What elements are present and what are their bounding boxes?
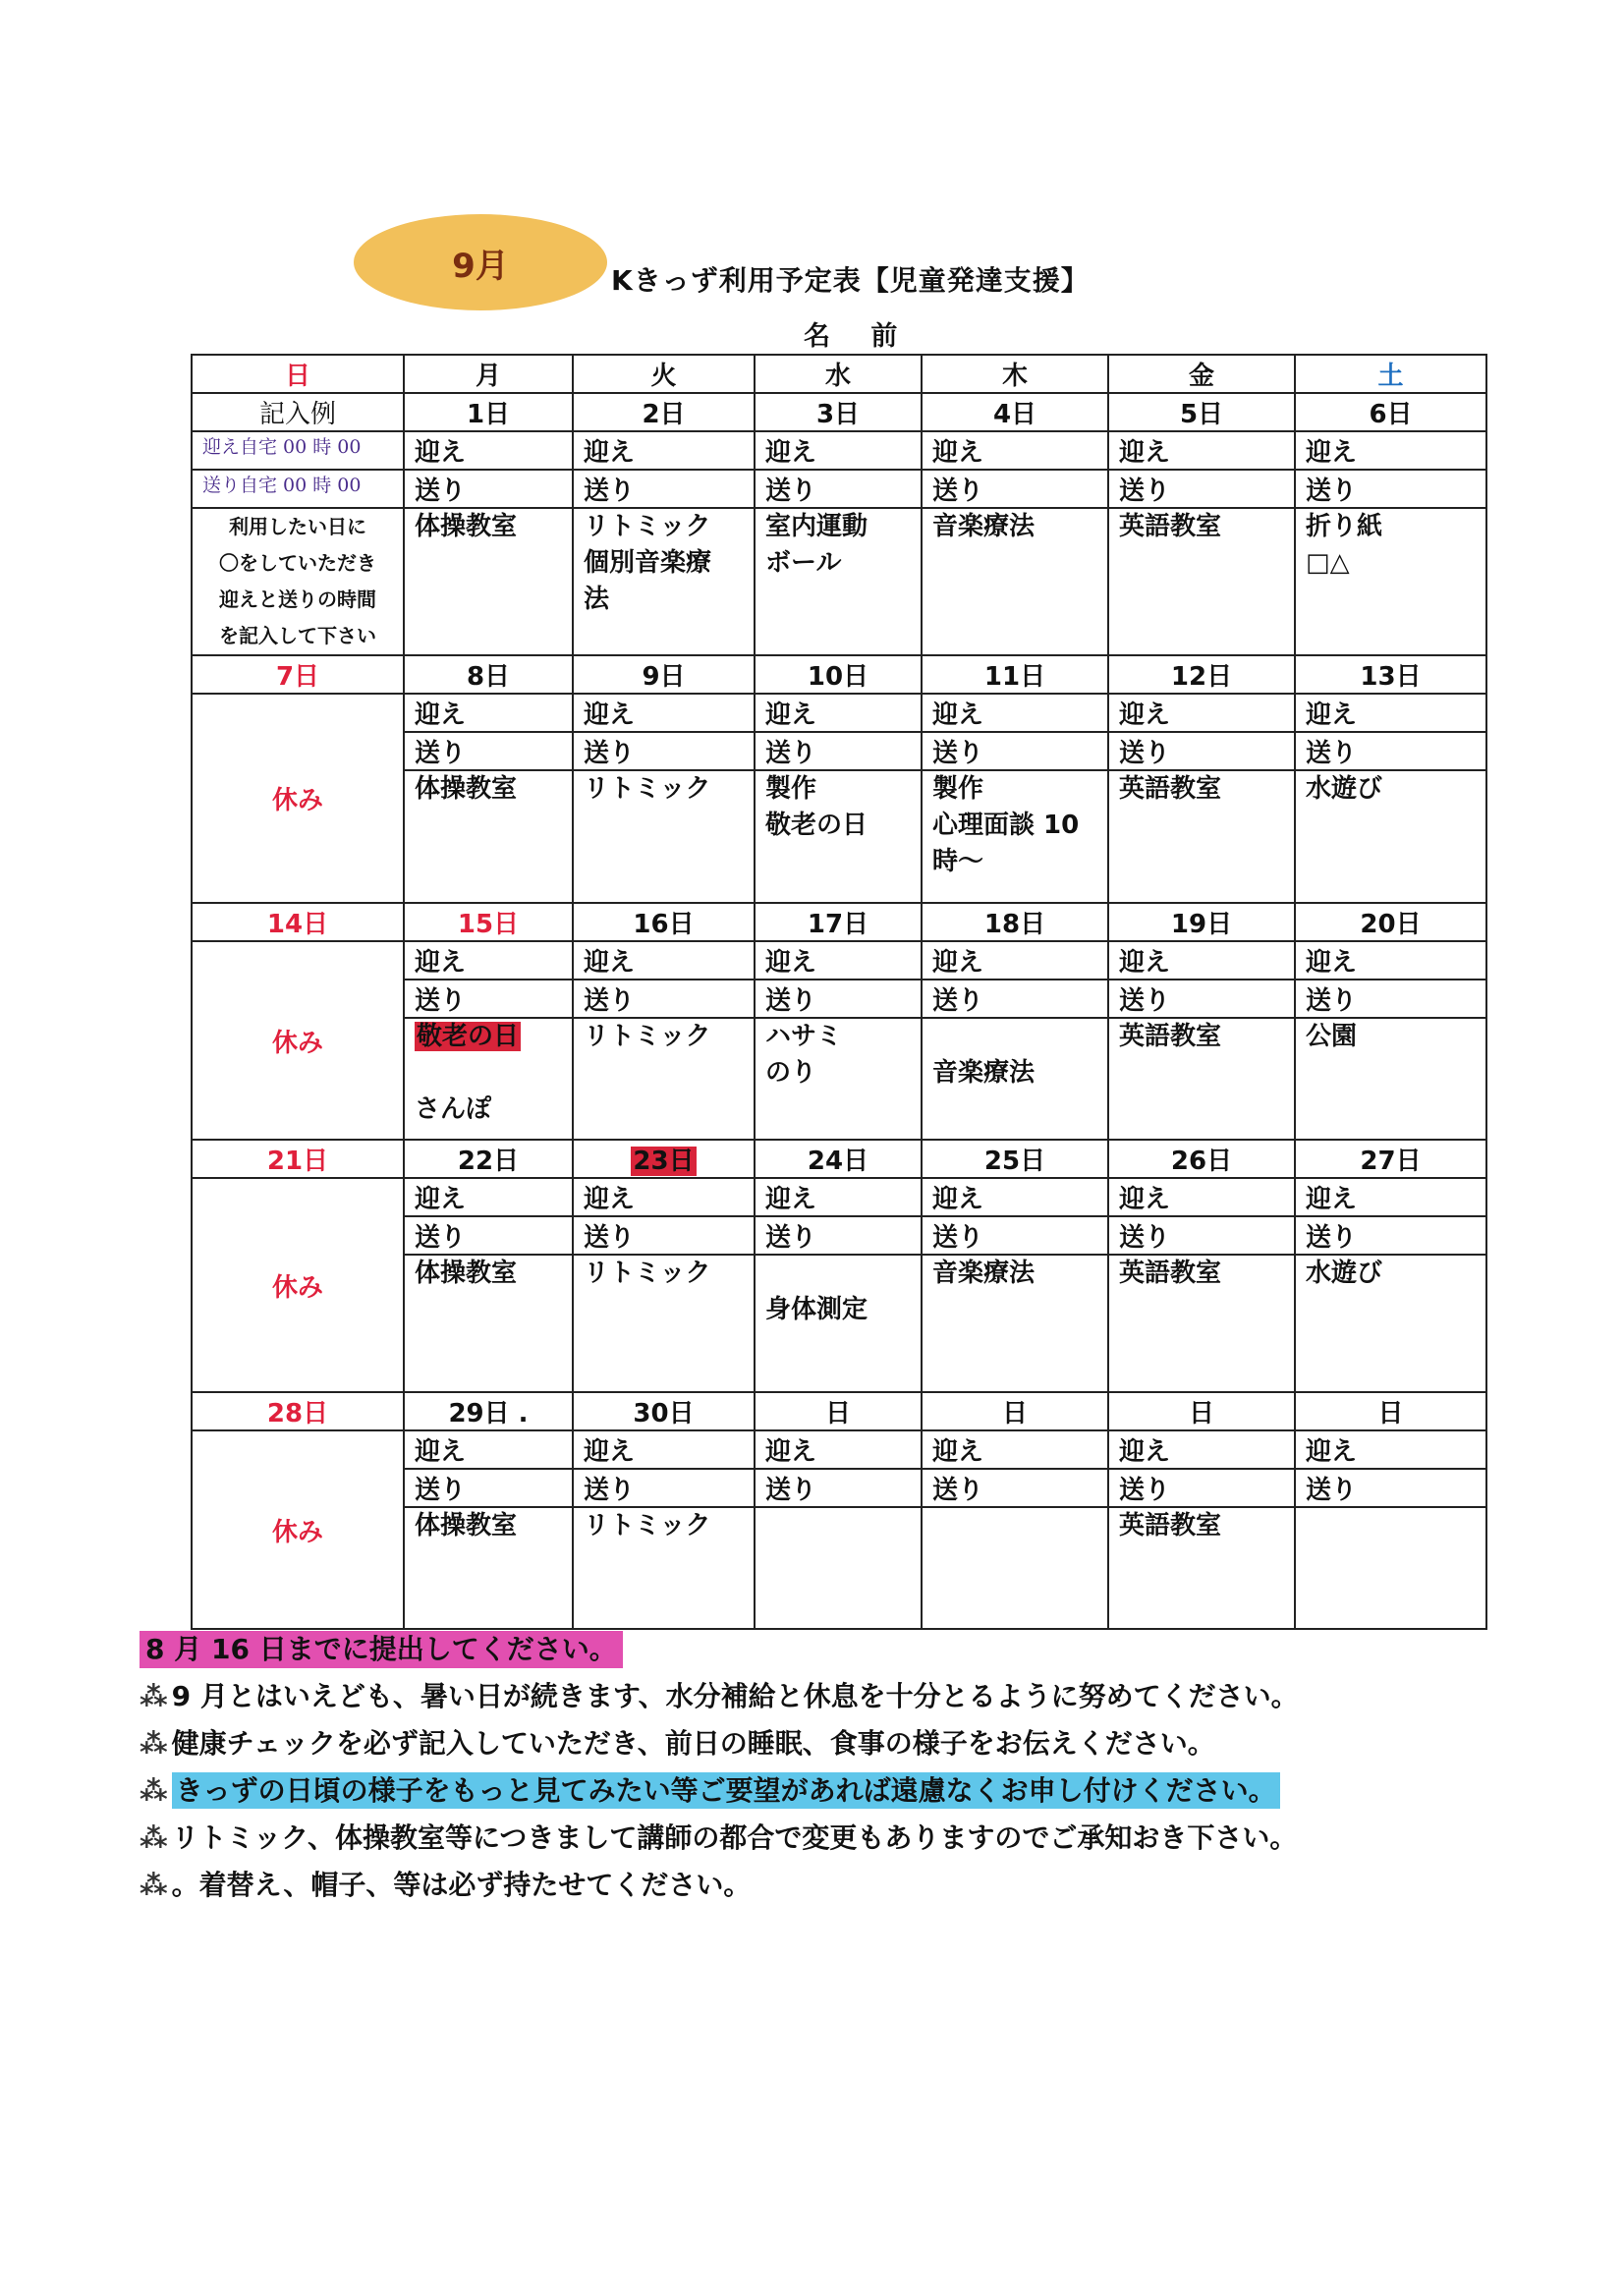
activity-line: 英語教室	[1119, 774, 1222, 804]
day-date: 13日	[1295, 655, 1486, 694]
notes-section	[140, 1626, 1554, 1909]
day-date: 10日	[755, 655, 922, 694]
pickup-row	[192, 431, 1486, 470]
activity-cell	[573, 1255, 755, 1392]
activity-line: 室内運動	[765, 512, 868, 541]
weekday-friday: 金	[1108, 355, 1295, 393]
activity-cell	[573, 1018, 755, 1140]
activity-line: リトミック	[584, 774, 711, 804]
pickup-field: 迎え	[755, 1178, 922, 1216]
day-date: 4日	[922, 393, 1108, 431]
instruction-line: を記入して下さい	[219, 624, 376, 647]
note-text: リトミック、体操教室等につきまして講師の都合で変更もありますのでご承知おき下さい。	[171, 1821, 1298, 1854]
pickup-row	[192, 1430, 1486, 1469]
activity-row	[192, 508, 1486, 655]
pickup-row	[192, 1178, 1486, 1216]
activity-line: 英語教室	[1119, 1022, 1222, 1051]
pickup-field: 迎え	[1108, 1178, 1295, 1216]
dropoff-field: 送り	[755, 980, 922, 1018]
day-date: 日	[922, 1392, 1108, 1430]
activity-cell	[1108, 770, 1295, 903]
activity-line: さんぽ	[415, 1094, 492, 1124]
asterism-icon: ⁂	[140, 1869, 168, 1901]
day-date: 日	[755, 1392, 922, 1430]
activity-cell	[404, 1018, 573, 1140]
activity-line	[765, 1256, 911, 1292]
activity-line: 体操教室	[415, 1259, 518, 1288]
pickup-field: 迎え	[573, 1430, 755, 1469]
name-label: 名 前	[804, 321, 914, 352]
instruction-line: 利用したい日に	[229, 515, 366, 538]
pickup-field: 迎え	[922, 1430, 1108, 1469]
activity-line: 個別音楽療	[584, 548, 712, 578]
dropoff-field: 送り	[404, 980, 573, 1018]
note-text-highlighted: きっずの日頃の様子をもっと見てみたい等ご要望があれば遠慮なくお申し付けください。	[172, 1772, 1280, 1809]
sunday-date: 7日	[192, 655, 404, 694]
sample-instruction	[192, 508, 404, 655]
sunday-date: 14日	[192, 903, 404, 941]
dropoff-field: 送り	[1295, 470, 1486, 508]
deadline-note	[140, 1626, 1554, 1673]
day-date: 22日	[404, 1140, 573, 1178]
activity-cell	[755, 770, 922, 903]
day-date: 17日	[755, 903, 922, 941]
activity-line: □△	[1306, 548, 1350, 578]
pickup-field: 迎え	[755, 431, 922, 470]
dropoff-field: 送り	[573, 732, 755, 770]
asterism-icon: ⁂	[140, 1774, 168, 1807]
day-date: 20日	[1295, 903, 1486, 941]
activity-line: 英語教室	[1119, 512, 1222, 541]
pickup-field: 迎え	[404, 431, 573, 470]
pickup-field: 迎え	[404, 941, 573, 980]
sunday-date: 28日	[192, 1392, 404, 1430]
activity-cell	[922, 508, 1108, 655]
weekday-header-row	[192, 355, 1486, 393]
activity-line: リトミック	[584, 1259, 711, 1288]
activity-line: リトミック	[584, 512, 711, 541]
page-title: Kきっず利用予定表【児童発達支援】	[611, 264, 1090, 297]
weekday-tuesday: 火	[573, 355, 755, 393]
activity-line: 製作	[932, 774, 984, 804]
date-row	[192, 393, 1486, 431]
schedule-table	[191, 354, 1487, 1630]
activity-line: 水遊び	[1306, 774, 1383, 804]
activity-line: 時～	[932, 847, 984, 876]
dropoff-field: 送り	[1108, 980, 1295, 1018]
pickup-field: 迎え	[755, 1430, 922, 1469]
pickup-row	[192, 694, 1486, 732]
activity-line: 英語教室	[1119, 1511, 1222, 1540]
note-item	[140, 1767, 1554, 1815]
activity-line: 法	[584, 585, 610, 614]
dropoff-field: 送り	[755, 732, 922, 770]
pickup-field: 迎え	[404, 1430, 573, 1469]
day-date: 日	[1295, 1392, 1486, 1430]
pickup-field: 迎え	[1295, 941, 1486, 980]
activity-cell	[922, 1507, 1108, 1629]
activity-cell	[1295, 1507, 1486, 1629]
activity-line: 音楽療法	[932, 1259, 1036, 1288]
activity-cell	[1295, 1255, 1486, 1392]
pickup-field: 迎え	[404, 1178, 573, 1216]
instruction-line: 迎えと送りの時間	[219, 588, 376, 611]
rest-cell: 休み	[192, 1430, 404, 1629]
activity-line: 敬老の日	[765, 811, 868, 840]
dropoff-field: 送り	[404, 470, 573, 508]
day-date: 2日	[573, 393, 755, 431]
day-date: 16日	[573, 903, 755, 941]
pickup-field: 迎え	[404, 694, 573, 732]
activity-line: ボール	[765, 548, 842, 578]
weekday-thursday: 木	[922, 355, 1108, 393]
pickup-field: 迎え	[1108, 941, 1295, 980]
day-date: 6日	[1295, 393, 1486, 431]
activity-cell	[755, 508, 922, 655]
day-date: 3日	[755, 393, 922, 431]
day-date: 24日	[755, 1140, 922, 1178]
activity-cell	[1108, 1255, 1295, 1392]
activity-line: リトミック	[584, 1511, 711, 1540]
asterism-icon: ⁂	[140, 1821, 168, 1854]
day-date: 29日 .	[404, 1392, 573, 1430]
asterism-icon: ⁂	[140, 1727, 168, 1760]
dropoff-field: 送り	[922, 470, 1108, 508]
activity-line: 音楽療法	[932, 512, 1036, 541]
activity-line: ハサミ	[765, 1022, 843, 1051]
dropoff-field: 送り	[1108, 1216, 1295, 1255]
day-date: 15日	[404, 903, 573, 941]
activity-line	[932, 1019, 1097, 1055]
day-date: 11日	[922, 655, 1108, 694]
day-date: 25日	[922, 1140, 1108, 1178]
activity-line: 心理面談 10	[932, 811, 1080, 840]
activity-cell	[404, 770, 573, 903]
holiday-activity-highlight: 敬老の日	[417, 1022, 520, 1051]
day-date: 12日	[1108, 655, 1295, 694]
day-date: 30日	[573, 1392, 755, 1430]
dropoff-field: 送り	[922, 1469, 1108, 1507]
pickup-field: 迎え	[1295, 694, 1486, 732]
pickup-field: 迎え	[922, 941, 1108, 980]
dropoff-field: 送り	[1108, 470, 1295, 508]
dropoff-field: 送り	[1108, 732, 1295, 770]
day-date: 9日	[573, 655, 755, 694]
pickup-field: 迎え	[1108, 694, 1295, 732]
dropoff-field: 送り	[404, 1469, 573, 1507]
dropoff-field: 送り	[1295, 980, 1486, 1018]
pickup-field: 迎え	[922, 431, 1108, 470]
pickup-field: 迎え	[922, 694, 1108, 732]
dropoff-row	[192, 470, 1486, 508]
pickup-field: 迎え	[573, 1178, 755, 1216]
dropoff-field: 送り	[1108, 1469, 1295, 1507]
day-date: 1日	[404, 393, 573, 431]
date-row	[192, 1392, 1486, 1430]
dropoff-field: 送り	[1295, 1216, 1486, 1255]
dropoff-field: 送り	[755, 470, 922, 508]
pickup-field: 迎え	[573, 694, 755, 732]
activity-cell	[1295, 508, 1486, 655]
activity-line: 体操教室	[415, 1511, 518, 1540]
activity-cell	[1108, 1018, 1295, 1140]
activity-line: リトミック	[584, 1022, 711, 1051]
pickup-field: 迎え	[755, 941, 922, 980]
day-date: 19日	[1108, 903, 1295, 941]
day-date: 18日	[922, 903, 1108, 941]
pickup-field: 迎え	[1295, 1178, 1486, 1216]
day-date: 日	[1108, 1392, 1295, 1430]
activity-line: のり	[765, 1058, 817, 1088]
activity-line: 英語教室	[1119, 1259, 1222, 1288]
activity-cell	[404, 1255, 573, 1392]
pickup-field: 迎え	[1108, 1430, 1295, 1469]
dropoff-field: 送り	[573, 980, 755, 1018]
note-item	[140, 1720, 1554, 1767]
pickup-field: 迎え	[922, 1178, 1108, 1216]
dropoff-field: 送り	[404, 732, 573, 770]
activity-line	[415, 1055, 562, 1092]
activity-line: 音楽療法	[932, 1058, 1036, 1088]
activity-line: 水遊び	[1306, 1259, 1383, 1288]
day-date: 5日	[1108, 393, 1295, 431]
rest-cell: 休み	[192, 941, 404, 1140]
activity-line: 製作	[765, 774, 817, 804]
activity-cell	[573, 770, 755, 903]
activity-line: 公園	[1306, 1022, 1358, 1051]
dropoff-field: 送り	[404, 1216, 573, 1255]
rest-cell: 休み	[192, 694, 404, 903]
activity-cell	[922, 1018, 1108, 1140]
activity-line	[415, 1019, 562, 1055]
day-date: 8日	[404, 655, 573, 694]
dropoff-field: 送り	[1295, 1469, 1486, 1507]
activity-cell	[1108, 508, 1295, 655]
dropoff-field: 送り	[755, 1216, 922, 1255]
month-badge-text: 9月	[452, 246, 509, 286]
date-row	[192, 655, 1486, 694]
month-badge	[354, 214, 607, 310]
activity-line: 折り紙	[1306, 512, 1383, 541]
activity-line: 体操教室	[415, 774, 518, 804]
weekday-saturday: 土	[1295, 355, 1486, 393]
activity-line: 体操教室	[415, 512, 518, 541]
sample-label: 記入例	[192, 393, 404, 431]
activity-line: 身体測定	[765, 1295, 868, 1324]
pickup-row	[192, 941, 1486, 980]
weekday-sunday: 日	[192, 355, 404, 393]
pickup-field: 迎え	[1295, 431, 1486, 470]
dropoff-field: 送り	[755, 1469, 922, 1507]
activity-cell	[1295, 770, 1486, 903]
date-row	[192, 903, 1486, 941]
date-row	[192, 1140, 1486, 1178]
activity-cell	[1108, 1507, 1295, 1629]
activity-cell	[573, 1507, 755, 1629]
pickup-field: 迎え	[755, 694, 922, 732]
dropoff-field: 送り	[922, 1216, 1108, 1255]
activity-cell	[922, 1255, 1108, 1392]
pickup-field: 迎え	[573, 431, 755, 470]
dropoff-field: 送り	[922, 732, 1108, 770]
note-text: 健康チェックを必ず記入していただき、前日の睡眠、食事の様子をお伝えください。	[171, 1727, 1215, 1760]
pickup-field: 迎え	[1108, 431, 1295, 470]
activity-cell	[404, 508, 573, 655]
dropoff-field: 送り	[573, 470, 755, 508]
activity-cell	[755, 1507, 922, 1629]
sample-pickup: 迎え自宅 00 時 00	[192, 431, 404, 470]
deadline-text: 8 月 16 日までに提出してください。	[140, 1631, 623, 1668]
day-date: 26日	[1108, 1140, 1295, 1178]
dropoff-field: 送り	[1295, 732, 1486, 770]
rest-cell: 休み	[192, 1178, 404, 1392]
instruction-line: 〇をしていただき	[219, 551, 376, 575]
pickup-field: 迎え	[573, 941, 755, 980]
note-item	[140, 1862, 1554, 1909]
sample-dropoff: 送り自宅 00 時 00	[192, 470, 404, 508]
dropoff-field: 送り	[922, 980, 1108, 1018]
day-date: 27日	[1295, 1140, 1486, 1178]
weekday-monday: 月	[404, 355, 573, 393]
activity-cell	[755, 1018, 922, 1140]
asterism-icon: ⁂	[140, 1680, 168, 1712]
activity-cell	[755, 1255, 922, 1392]
note-item	[140, 1673, 1554, 1720]
holiday-date-highlight: 23日	[633, 1147, 695, 1176]
weekday-wednesday: 水	[755, 355, 922, 393]
activity-cell	[404, 1507, 573, 1629]
day-date	[573, 1140, 755, 1178]
note-text: 。着替え、帽子、等は必ず持たせてください。	[171, 1869, 752, 1901]
activity-cell	[573, 508, 755, 655]
pickup-field: 迎え	[1295, 1430, 1486, 1469]
activity-cell	[922, 770, 1108, 903]
sunday-date: 21日	[192, 1140, 404, 1178]
note-text: 9 月とはいえども、暑い日が続きます、水分補給と休息を十分とるように努めてください。	[171, 1680, 1299, 1712]
dropoff-field: 送り	[573, 1469, 755, 1507]
activity-cell	[1295, 1018, 1486, 1140]
note-item	[140, 1815, 1554, 1862]
dropoff-field: 送り	[573, 1216, 755, 1255]
